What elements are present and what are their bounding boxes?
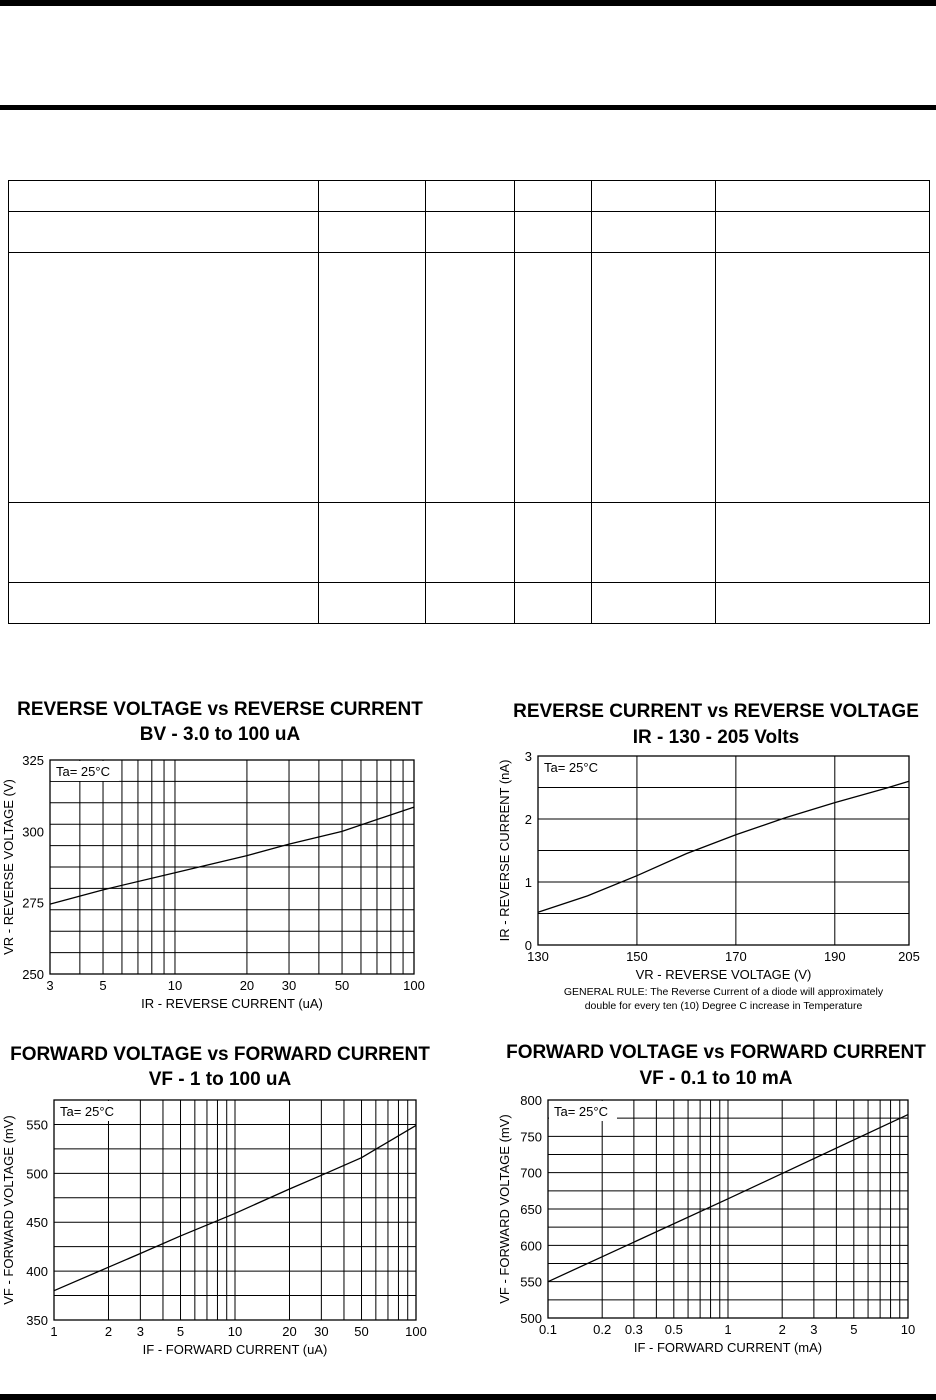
chart1-xtick-label: 20 (239, 978, 255, 993)
chart4-ytick-label: 550 (520, 1274, 542, 1290)
chart1-series-line (50, 807, 414, 904)
chart2-annotation: Ta= 25°C (544, 760, 598, 775)
chart1-annotation: Ta= 25°C (56, 764, 110, 779)
footer-rule (0, 1394, 936, 1400)
chart4-subtitle: VF - 0.1 to 10 mA (639, 1068, 793, 1089)
chart3-title: FORWARD VOLTAGE vs FORWARD CURRENT (10, 1044, 430, 1065)
chart4-ylabel: VF - FORWARD VOLTAGE (mV) (497, 1114, 512, 1304)
chart3-ytick-label: 500 (26, 1166, 48, 1182)
chart2-ylabel: IR - REVERSE CURRENT (nA) (497, 759, 512, 942)
table-row (9, 212, 930, 253)
chart2-subtitle: IR - 130 - 205 Volts (632, 727, 800, 748)
chart1-title: REVERSE VOLTAGE vs REVERSE CURRENT (17, 699, 423, 720)
chart3-xtick-label: 50 (354, 1324, 369, 1339)
chart3-xtick-label: 1 (50, 1324, 58, 1339)
chart2-note: GENERAL RULE: The Reverse Current of a diode will approximately (563, 986, 884, 998)
chart1-subtitle: BV - 3.0 to 100 uA (139, 724, 301, 745)
chart3-xtick-label: 20 (282, 1324, 297, 1339)
reverse-current-chart (496, 749, 936, 1022)
chart1-xtick-label: 5 (99, 978, 107, 993)
chart3-xtick-label: 10 (227, 1324, 243, 1339)
table-row (9, 181, 930, 212)
chart4-annotation: Ta= 25°C (554, 1104, 608, 1119)
chart1-ytick-label: 250 (22, 967, 44, 982)
chart3-ytick-label: 400 (26, 1264, 48, 1280)
chart4-xtick-label: 0.3 (624, 1322, 643, 1337)
chart4-title: FORWARD VOLTAGE vs FORWARD CURRENT (506, 1042, 926, 1063)
chart3-annotation: Ta= 25°C (60, 1104, 114, 1119)
forward-voltage-ma-chart (496, 1092, 936, 1362)
chart3-xlabel: IF - FORWARD CURRENT (uA) (142, 1342, 328, 1357)
reverse-voltage-chart (0, 752, 440, 1022)
chart1-ytick-label: 325 (22, 753, 44, 768)
chart4-xtick-label: 0.2 (593, 1322, 612, 1337)
chart1-ylabel: VR - REVERSE VOLTAGE (V) (1, 779, 16, 955)
chart2-xlabel: VR - REVERSE VOLTAGE (V) (635, 967, 812, 982)
chart1-xtick-label: 50 (334, 978, 350, 993)
chart1-xtick-label: 30 (281, 978, 297, 993)
chart4-ytick-label: 650 (520, 1202, 542, 1217)
chart3-ytick-label: 450 (26, 1215, 48, 1231)
chart2-series-line (538, 781, 909, 912)
chart1-xlabel: IR - REVERSE CURRENT (uA) (141, 996, 323, 1011)
chart4-ytick-label: 500 (520, 1311, 542, 1326)
chart3-xtick-label: 30 (314, 1324, 329, 1339)
chart3-subtitle: VF - 1 to 100 uA (148, 1069, 292, 1090)
chart2-ytick-label: 0 (524, 938, 532, 953)
chart3-xtick-label: 5 (176, 1324, 185, 1339)
chart2-note: double for every ten (10) Degree C increase in Temperature (584, 1000, 863, 1012)
chart4-xtick-label: 10 (900, 1322, 916, 1337)
chart4-xtick-label: 0.5 (664, 1322, 683, 1337)
forward-voltage-ua-chart (0, 1092, 440, 1362)
chart4-xtick-label: 5 (850, 1322, 858, 1337)
chart4-xtick-label: 1 (724, 1322, 732, 1337)
chart2-ytick-label: 3 (524, 749, 532, 764)
chart2-xtick-label: 130 (527, 949, 549, 964)
chart3-ytick-label: 350 (26, 1313, 48, 1328)
chart2-ytick-label: 2 (524, 812, 532, 827)
top-rule (0, 0, 936, 6)
chart4-ytick-label: 750 (520, 1129, 542, 1145)
chart4-xtick-label: 0.1 (538, 1322, 558, 1337)
chart3-xtick-label: 100 (405, 1324, 427, 1339)
table-row (9, 253, 930, 503)
chart1-xtick-label: 3 (46, 978, 54, 993)
spec-table (8, 180, 930, 624)
chart1-ytick-label: 300 (22, 824, 44, 840)
table-row (9, 583, 930, 624)
header-rule (0, 105, 936, 110)
chart2-xtick-label: 205 (898, 949, 920, 964)
chart3-ylabel: VF - FORWARD VOLTAGE (mV) (1, 1115, 16, 1305)
chart2-xtick-label: 150 (626, 949, 648, 964)
chart4-xtick-label: 2 (778, 1322, 786, 1337)
chart2-xtick-label: 170 (725, 949, 747, 964)
chart1-ytick-label: 275 (22, 895, 44, 911)
chart1-xtick-label: 10 (167, 978, 183, 993)
chart4-xlabel: IF - FORWARD CURRENT (mA) (633, 1340, 823, 1355)
table-row (9, 503, 930, 583)
chart3-xtick-label: 3 (136, 1324, 144, 1339)
chart2-title: REVERSE CURRENT vs REVERSE VOLTAGE (513, 701, 919, 722)
chart2-ytick-label: 1 (524, 875, 532, 890)
chart4-ytick-label: 800 (520, 1093, 542, 1108)
chart4-xtick-label: 3 (810, 1322, 818, 1337)
chart1-xtick-label: 100 (403, 978, 425, 993)
chart3-xtick-label: 2 (104, 1324, 113, 1339)
chart2-xtick-label: 190 (823, 949, 846, 964)
chart4-ytick-label: 600 (520, 1238, 542, 1254)
chart3-ytick-label: 550 (26, 1117, 48, 1133)
chart4-ytick-label: 700 (520, 1165, 542, 1181)
